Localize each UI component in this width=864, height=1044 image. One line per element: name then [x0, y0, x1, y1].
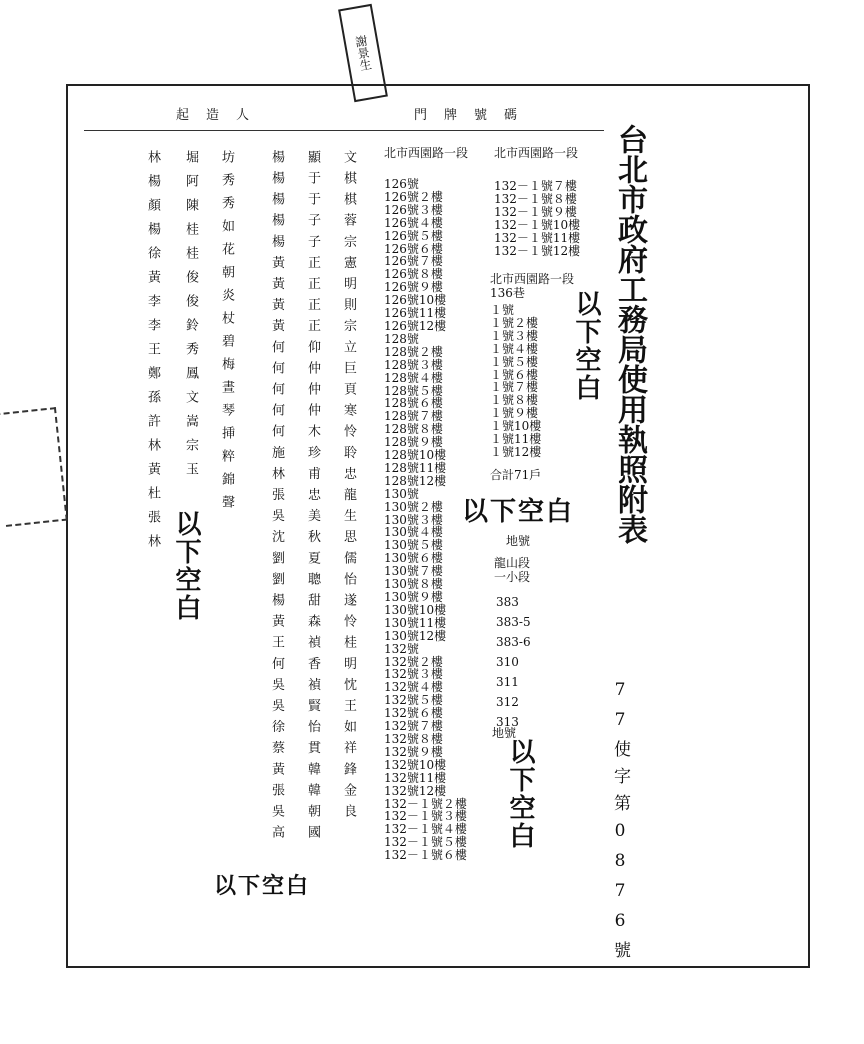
address-entry: １號10樓 — [490, 419, 542, 434]
address-entry: 130號４樓 — [384, 525, 443, 540]
address-entry: 130號３樓 — [384, 512, 443, 527]
address-entry: 128號７樓 — [384, 409, 443, 424]
applicant-name-col4: 文棋棋蓉宗憲明則宗立巨頁寒怜聆忠龍生思儒怡遂怜桂明忱王如祥鋒金良 — [341, 150, 356, 826]
approval-stamp: 謝景生 — [338, 4, 388, 102]
address-entry: 130號８樓 — [384, 577, 443, 592]
address-entry: 132－１號７樓 — [494, 179, 577, 193]
header-address: 門 牌 號 碼 — [414, 108, 520, 123]
address-entry: 128號３樓 — [384, 357, 443, 372]
land-lot: 383 — [496, 595, 519, 609]
address-entry: 132號11樓 — [384, 770, 447, 785]
address-entry: 130號 — [384, 486, 419, 501]
address-entry: 130號12樓 — [384, 628, 447, 643]
address-entry: 132號８樓 — [384, 731, 443, 746]
address-entry: 132－１號８樓 — [494, 191, 577, 206]
address-entry: 132號３樓 — [384, 667, 443, 682]
address-entry: 128號５樓 — [384, 383, 443, 398]
address-entry: 132號５樓 — [384, 693, 443, 708]
address-entry: 126號10樓 — [384, 293, 447, 308]
address-entry: 126號11樓 — [384, 306, 447, 321]
address-entry: 128號 — [384, 331, 419, 346]
address-entry: 132－１號９樓 — [494, 204, 577, 219]
address-entry: １號５樓 — [490, 354, 539, 369]
address-entry: 126號９樓 — [384, 280, 443, 295]
address-entry: １號 — [490, 303, 515, 317]
land-lot-list — [496, 592, 531, 732]
land-lot: 312 — [496, 695, 519, 709]
permit-number: 77使字第0876號 — [610, 680, 630, 968]
address-entry: 126號７樓 — [384, 254, 443, 269]
address-entry: 132－１號４樓 — [384, 822, 467, 837]
address-entry: 128號８樓 — [384, 422, 443, 437]
applicant-name-col3: 顯于于子子正正正正仰仲仲仲木珍甫忠美秋夏聰甜森禎香禎賢怡貫韓韓朝國 — [305, 150, 320, 847]
address-entry: 128號12樓 — [384, 473, 447, 488]
address-entry: 128號10樓 — [384, 448, 447, 463]
address-entry: 130號７樓 — [384, 564, 443, 579]
land-lot: 313 — [496, 715, 519, 729]
address-entry: １號３樓 — [490, 328, 539, 343]
address-entry: 132號６樓 — [384, 706, 443, 721]
address-entry: １號７樓 — [490, 380, 539, 395]
land-lot: 383-5 — [496, 615, 531, 629]
address-entry: 126號12樓 — [384, 318, 447, 333]
address-entry: 132號９樓 — [384, 744, 443, 759]
address-entry: 130號10樓 — [384, 602, 447, 617]
address-entry: １號12樓 — [490, 444, 542, 459]
land-heading: 地號 — [506, 534, 531, 548]
address-entry: 132號７樓 — [384, 719, 443, 734]
header-applicant: 起 造 人 — [176, 108, 252, 123]
address-entry: 130號２樓 — [384, 499, 443, 514]
address-entry: 126號６樓 — [384, 241, 443, 256]
address-entry: 126號２樓 — [384, 189, 443, 204]
address-entry: 132－１號11樓 — [494, 230, 581, 245]
address-list-col2 — [494, 180, 580, 257]
address-entry: 132－１號２樓 — [384, 796, 467, 811]
address-col2-heading: 北市西園路一段 — [494, 146, 579, 160]
household-total: 合計71戶 — [490, 468, 542, 482]
address-col2-heading2: 北市西園路一段136巷 — [490, 272, 575, 300]
address-entry: 130號11樓 — [384, 615, 447, 630]
address-entry: 132號 — [384, 641, 419, 656]
applicant-name-col8: 林楊顏楊徐黃李李王鄭孫許林黃杜張林 — [145, 150, 160, 558]
address-entry: 132－１號３樓 — [384, 809, 467, 824]
address-entry: １號８樓 — [490, 393, 539, 408]
address-entry: １號２樓 — [490, 315, 539, 330]
address-entry: 130號５樓 — [384, 538, 443, 553]
address-entry: 132－１號10樓 — [494, 217, 581, 232]
address-entry: １號６樓 — [490, 367, 539, 382]
address-entry: １號４樓 — [490, 341, 539, 356]
address-entry: 128號４樓 — [384, 370, 443, 385]
applicant-name-col6: 堀阿陳桂桂俊俊鈴秀鳳文嵩宗玉 — [183, 150, 198, 486]
blank-mark-applicant-2: 以下空白 — [214, 873, 311, 899]
header-rule — [84, 130, 604, 131]
address-entry: 126號 — [384, 177, 419, 191]
address-entry: 126號３樓 — [384, 202, 443, 217]
blank-mark-address-2: 以下空白 — [462, 497, 575, 527]
applicant-name-col5: 坊秀秀如花朝炎杖碧梅晝琴挿粹錦聲 — [219, 150, 234, 518]
address-entry: 130號６樓 — [384, 551, 443, 566]
address-entry: 128號11樓 — [384, 460, 447, 475]
address-list-col1 — [384, 178, 467, 862]
blank-mark-land: 以下空白 — [505, 738, 535, 850]
address-entry: 128號６樓 — [384, 396, 443, 411]
land-lot: 311 — [496, 675, 519, 689]
address-entry: 128號９樓 — [384, 435, 443, 450]
address-entry: 132－１號６樓 — [384, 848, 467, 863]
address-entry: 126號４樓 — [384, 215, 443, 230]
address-entry: 132號12樓 — [384, 783, 447, 798]
address-entry: １號11樓 — [490, 432, 542, 447]
address-entry: 132號４樓 — [384, 680, 443, 695]
blank-mark-applicant-1: 以下空白 — [171, 510, 201, 622]
address-list-col2b — [490, 304, 541, 459]
address-entry: 132號２樓 — [384, 654, 443, 669]
land-footer: 地號 — [492, 726, 517, 740]
address-entry: 132－１號12樓 — [494, 243, 581, 258]
address-entry: 128號２樓 — [384, 344, 443, 359]
partial-seal — [0, 407, 68, 527]
address-entry: 132－１號５樓 — [384, 835, 467, 850]
address-entry: 126號５樓 — [384, 228, 443, 243]
applicant-name-col1: 楊楊楊楊楊黃黃黃黃何何何何何施林張吳沈劉劉楊黃王何吳吳徐蔡黃張吳高 — [269, 150, 284, 847]
land-lot: 383-6 — [496, 635, 531, 649]
blank-mark-address-1: 以下空白 — [571, 290, 601, 402]
document-title: 台北市政府工務局使用執照附表 — [612, 124, 647, 544]
address-col1-heading: 北市西園路一段 — [384, 146, 469, 160]
address-entry: 130號９樓 — [384, 590, 443, 604]
address-entry: 126號８樓 — [384, 267, 443, 282]
address-entry: １號９樓 — [490, 406, 539, 421]
land-lot: 310 — [496, 655, 519, 669]
address-entry: 132號10樓 — [384, 757, 447, 772]
land-district: 龍山段一小段 — [494, 556, 531, 584]
